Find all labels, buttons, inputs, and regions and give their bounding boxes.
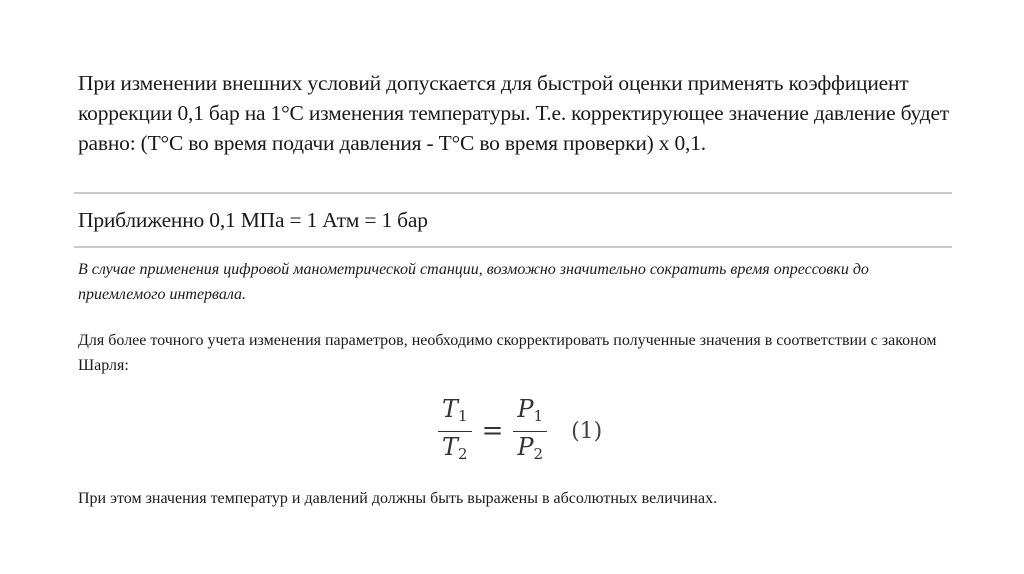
- t1-numerator: $T_1$: [442, 394, 468, 425]
- temperature-ratio: [438, 394, 472, 469]
- divider-top: [74, 192, 952, 194]
- equals-sign: =: [481, 416, 504, 446]
- p2-denominator: $P_2$: [517, 432, 544, 463]
- pressure-ratio: [513, 394, 547, 469]
- p1-numerator: $P_1$: [517, 394, 544, 425]
- charles-law-formula: [438, 393, 602, 469]
- divider-bottom: [74, 246, 952, 248]
- digital-station-note: В случае применения цифровой манометрической станции, возможно значительно сократить время опрессовки до приемлемого интервала.: [78, 261, 869, 303]
- conclusion-paragraph: При этом значения температур и давлений должны быть выражены в абсолютных величинах.: [78, 490, 718, 507]
- intro-paragraph: При изменении внешних условий допускается для быстрой оценки применять коэффициент коррекции 0,1 бар на 1°С изменения температуры. Т.е. корректирующее значение давление будет равно: (Т°С во время подачи давления - Т°С во время проверки) х 0,1.: [78, 71, 949, 155]
- formula-number: (1): [571, 418, 603, 444]
- approximation-line: Приближенно 0,1 МПа = 1 Атм = 1 бар: [78, 208, 428, 232]
- t2-denominator: $T_2$: [442, 432, 468, 463]
- charles-law-intro: Для более точного учета изменения параметров, необходимо скорректировать полученные значения в соответствии с законом Шарля:: [78, 332, 937, 374]
